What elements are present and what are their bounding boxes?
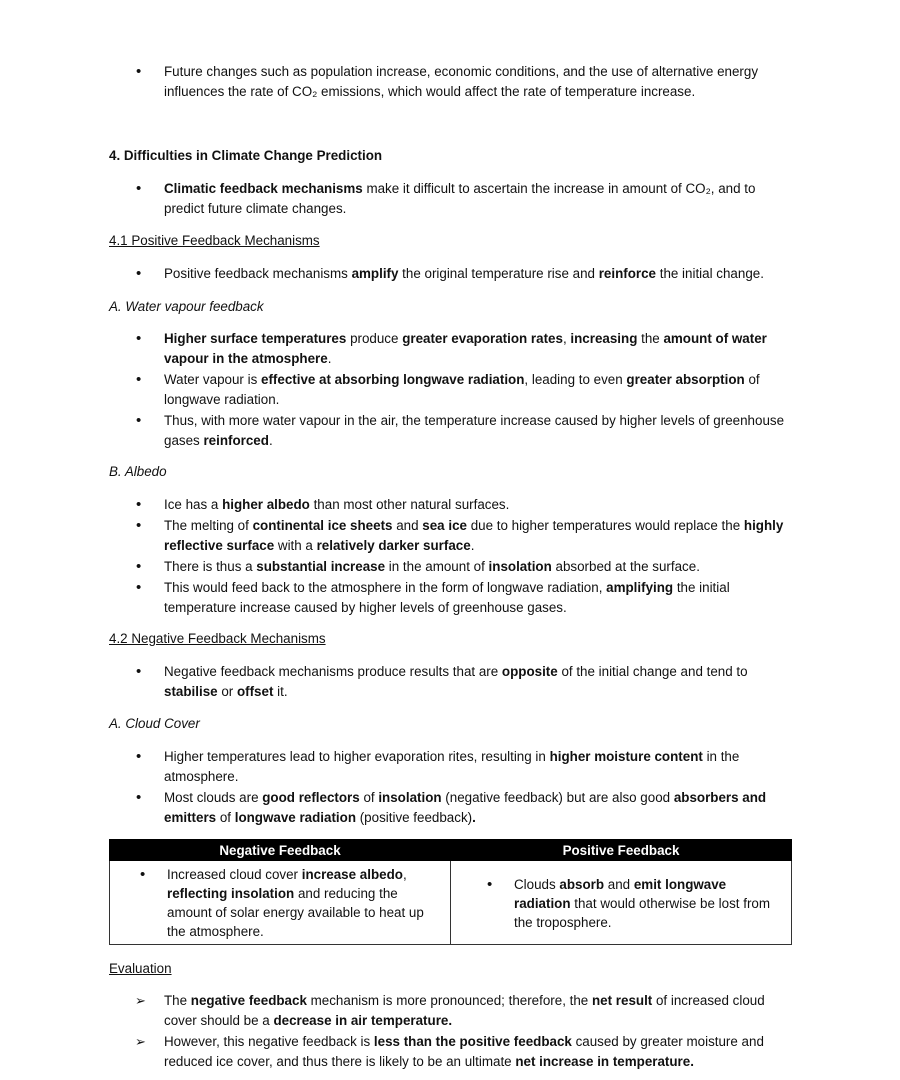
water-vapour-bullet-3 bbox=[109, 411, 799, 451]
bold-text: net increase in temperature. bbox=[515, 1054, 694, 1069]
albedo-bullet-1 bbox=[109, 495, 799, 515]
text-run: in the amount of bbox=[385, 559, 489, 574]
positive-feedback-column-header: Positive Feedback bbox=[451, 840, 792, 861]
negative-feedback-list bbox=[109, 662, 799, 703]
evaluation-bullet-2 bbox=[109, 1032, 799, 1072]
intro-bullet bbox=[109, 62, 799, 102]
text-run: . bbox=[327, 351, 332, 366]
text-run: the initial change. bbox=[656, 266, 764, 281]
text-run: of longwave radiation. bbox=[164, 372, 760, 407]
positive-feedback-list bbox=[109, 264, 799, 285]
section-4-list bbox=[109, 179, 799, 220]
text-run: This would feed back to the atmosphere in the form of longwave radiation, bbox=[164, 580, 607, 595]
text-run: it. bbox=[273, 684, 288, 699]
text-run: due to higher temperatures would replace the bbox=[466, 518, 744, 533]
text-run: Increased cloud cover bbox=[167, 867, 302, 882]
water-vapour-bullet-2 bbox=[109, 370, 799, 410]
text-run: caused by greater moisture and reduced ice cover, and thus there is likely to be an ultimate bbox=[164, 1034, 764, 1069]
albedo-heading: B. Albedo bbox=[109, 464, 167, 479]
text-run: of bbox=[216, 810, 235, 825]
bold-text: decrease in air temperature. bbox=[273, 1013, 453, 1028]
bold-text: reinforced bbox=[203, 433, 269, 448]
text-run: mechanism is more pronounced; therefore, the bbox=[306, 993, 592, 1008]
text-run: Clouds bbox=[514, 876, 560, 892]
text-run: Positive feedback mechanisms bbox=[164, 266, 352, 281]
bold-text: amount of water vapour in the atmosphere bbox=[164, 331, 767, 366]
bold-text: absorbers and emitters bbox=[164, 790, 767, 825]
bold-text: . bbox=[472, 810, 476, 825]
table-row bbox=[110, 861, 792, 945]
bold-text: absorb bbox=[559, 876, 605, 892]
text-run: of increased cloud cover should be a bbox=[164, 993, 765, 1028]
text-run: The melting of bbox=[164, 518, 253, 533]
albedo-bullet-2 bbox=[109, 516, 799, 556]
bold-text: negative feedback bbox=[190, 993, 307, 1008]
text-run: Higher temperatures lead to higher evaporation rites, resulting in bbox=[164, 749, 550, 764]
text-run: the original temperature rise and bbox=[398, 266, 599, 281]
text-run: absorbed at the surface. bbox=[551, 559, 700, 574]
text-run: in the atmosphere. bbox=[164, 749, 740, 784]
text-run: and reducing the amount of solar energy available to heat up the atmosphere. bbox=[167, 886, 424, 939]
bold-text: emit longwave radiation bbox=[514, 876, 727, 911]
text-run: . bbox=[470, 538, 475, 553]
bold-text: stabilise bbox=[164, 684, 218, 699]
text-run: or bbox=[217, 684, 237, 699]
positive-feedback-bullet bbox=[109, 264, 799, 284]
negative-feedback-cell bbox=[110, 861, 451, 945]
cloud-cover-bullet-1 bbox=[109, 747, 799, 787]
bold-text: net result bbox=[591, 993, 653, 1008]
bold-text: opposite bbox=[501, 664, 558, 679]
text-run: , leading to even bbox=[524, 372, 627, 387]
text-run: Thus, with more water vapour in the air, the temperature increase caused by higher levels of greenhouse gases bbox=[164, 413, 785, 448]
cloud-cover-list bbox=[109, 747, 799, 829]
bold-text: insolation bbox=[488, 559, 552, 574]
table-header-row bbox=[110, 840, 792, 861]
bold-text: substantial increase bbox=[256, 559, 386, 574]
bold-text: good reflectors bbox=[262, 790, 360, 805]
text-run: Future changes such as population increase, economic conditions, and the use of alternative energy influences the rate of CO₂ emissions, which would affect the rate of temperature increase. bbox=[164, 64, 759, 99]
text-run: . bbox=[268, 433, 273, 448]
bold-text: effective at absorbing longwave radiation bbox=[261, 372, 525, 387]
bold-text: insolation bbox=[378, 790, 442, 805]
water-vapour-list bbox=[109, 329, 799, 452]
bold-text: reflecting insolation bbox=[167, 886, 295, 901]
text-run: the bbox=[637, 331, 664, 346]
cloud-cover-bullet-2 bbox=[109, 788, 799, 828]
albedo-bullet-3 bbox=[109, 557, 799, 577]
text-run: Negative feedback mechanisms produce results that are bbox=[164, 664, 502, 679]
negative-feedback-heading: 4.2 Negative Feedback Mechanisms bbox=[109, 631, 326, 646]
bold-text: higher moisture content bbox=[549, 749, 703, 764]
text-run: and bbox=[604, 876, 634, 892]
bold-text: offset bbox=[236, 684, 274, 699]
positive-feedback-cell bbox=[451, 861, 792, 945]
text-run: (positive feedback) bbox=[356, 810, 473, 825]
text-run: Most clouds are bbox=[164, 790, 263, 805]
water-vapour-heading: A. Water vapour feedback bbox=[109, 299, 264, 314]
text-run: The bbox=[164, 993, 191, 1008]
albedo-list bbox=[109, 495, 799, 619]
bold-text: increase albedo bbox=[301, 867, 403, 882]
positive-cell-bullet bbox=[457, 875, 785, 932]
bold-text: greater absorption bbox=[626, 372, 745, 387]
bold-text: increasing bbox=[570, 331, 638, 346]
text-run: than most other natural surfaces. bbox=[309, 497, 510, 512]
bold-text: greater evaporation rates bbox=[402, 331, 563, 346]
text-run: , bbox=[562, 331, 571, 346]
positive-cell-list bbox=[457, 875, 785, 932]
text-run: , bbox=[402, 867, 407, 882]
feedback-comparison-table bbox=[109, 839, 792, 945]
evaluation-heading: Evaluation bbox=[109, 961, 172, 976]
negative-feedback-bullet bbox=[109, 662, 799, 702]
text-run: (negative feedback) but are also good bbox=[441, 790, 674, 805]
text-run: There is thus a bbox=[164, 559, 257, 574]
negative-cell-bullet bbox=[110, 865, 444, 941]
text-run: make it difficult to ascertain the increase in amount of CO₂, and to predict future climate changes. bbox=[164, 181, 756, 216]
bold-text: higher albedo bbox=[222, 497, 310, 512]
text-run: the initial temperature increase caused by higher levels of greenhouse gases. bbox=[164, 580, 730, 615]
evaluation-list bbox=[109, 991, 799, 1073]
text-run: that would otherwise be lost from the troposphere. bbox=[514, 895, 771, 930]
intro-list bbox=[109, 62, 799, 103]
bold-text: continental ice sheets bbox=[252, 518, 393, 533]
bold-text: reinforce bbox=[598, 266, 656, 281]
negative-feedback-column-header: Negative Feedback bbox=[110, 840, 451, 861]
text-run: of the initial change and tend to bbox=[557, 664, 748, 679]
bold-text: less than the positive feedback bbox=[373, 1034, 572, 1049]
water-vapour-bullet-1 bbox=[109, 329, 799, 369]
cloud-cover-heading: A. Cloud Cover bbox=[109, 716, 200, 731]
text-run: However, this negative feedback is bbox=[164, 1034, 374, 1049]
text-run: Ice has a bbox=[164, 497, 223, 512]
bold-text: relatively darker surface bbox=[316, 538, 471, 553]
bold-text: amplify bbox=[351, 266, 399, 281]
bold-text: amplifying bbox=[606, 580, 674, 595]
albedo-bullet-4 bbox=[109, 578, 799, 618]
evaluation-bullet-1 bbox=[109, 991, 799, 1031]
bold-text: Higher surface temperatures bbox=[164, 331, 347, 346]
text-run: produce bbox=[346, 331, 403, 346]
text-run: of bbox=[359, 790, 379, 805]
section-4-bullet bbox=[109, 179, 799, 219]
text-run: with a bbox=[274, 538, 317, 553]
positive-feedback-heading: 4.1 Positive Feedback Mechanisms bbox=[109, 233, 320, 248]
bold-text: sea ice bbox=[422, 518, 467, 533]
negative-cell-list bbox=[110, 865, 444, 941]
bold-text: longwave radiation bbox=[234, 810, 356, 825]
text-run: and bbox=[392, 518, 423, 533]
bold-text: Climatic feedback mechanisms bbox=[164, 181, 363, 196]
bold-text: highly reflective surface bbox=[164, 518, 784, 553]
text-run: Water vapour is bbox=[164, 372, 261, 387]
section-4-title: 4. Difficulties in Climate Change Prediction bbox=[109, 148, 383, 163]
